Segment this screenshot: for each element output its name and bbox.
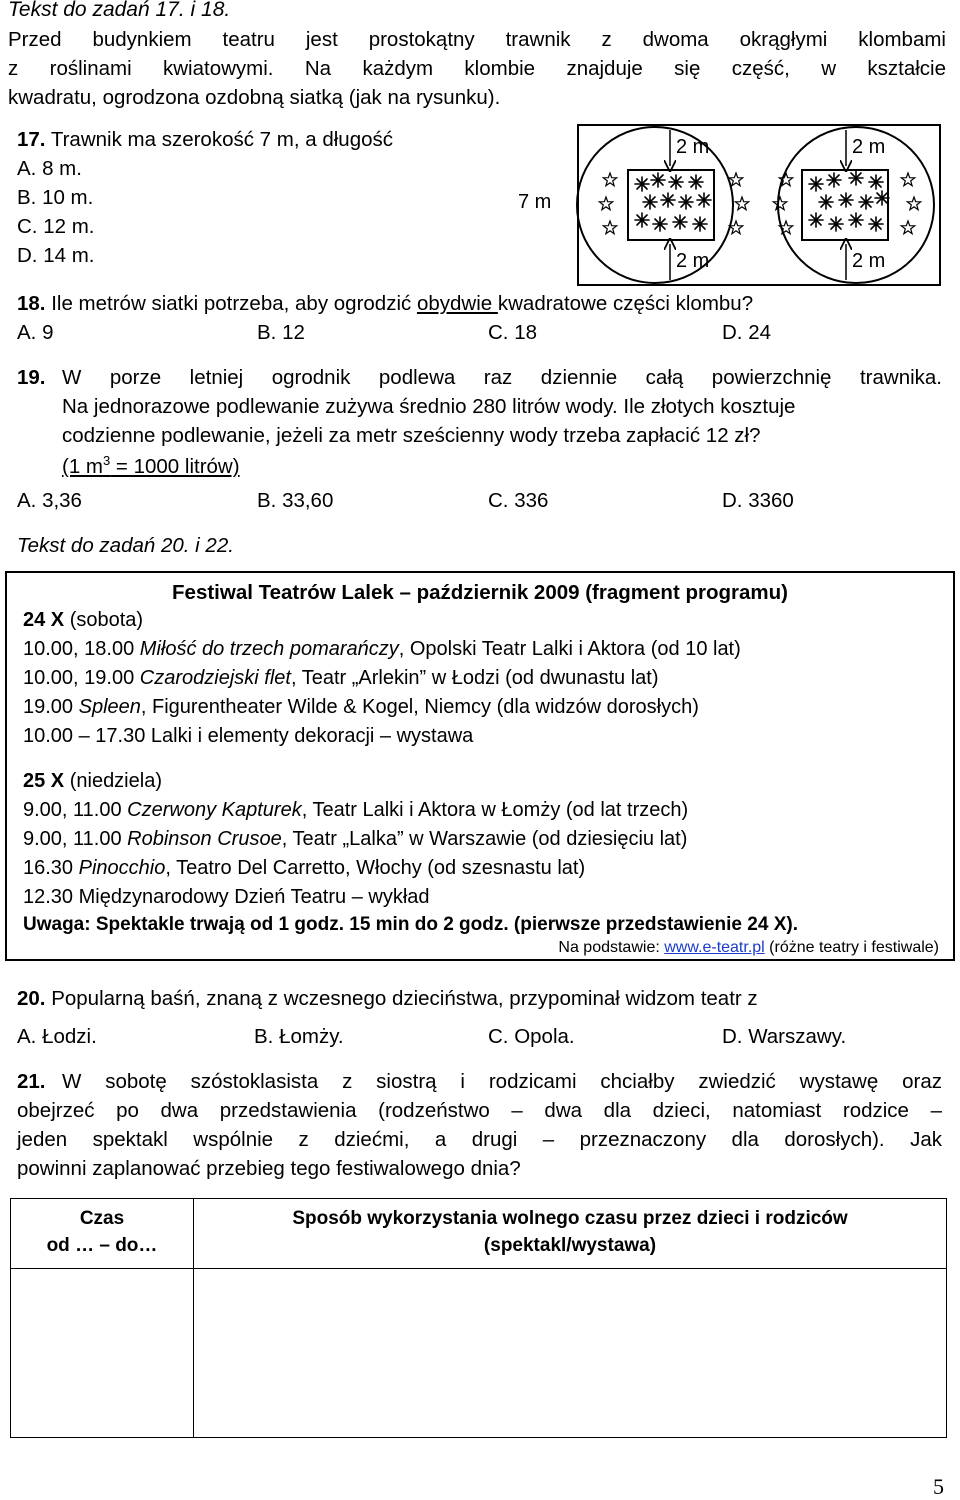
lawn-figure xyxy=(510,120,945,290)
q19-option-b: B. 33,60 xyxy=(257,489,334,512)
item-title: Miłość do trzech pomarańczy xyxy=(139,638,399,660)
question-20-text: Popularną baśń, znaną z wczesnego dzieciństwa, przypominał widzom teatr z xyxy=(51,987,758,1010)
program-item xyxy=(23,799,688,822)
q18-option-d: D. 24 xyxy=(722,321,771,344)
q19-option-d: D. 3360 xyxy=(722,489,794,512)
square-label-top-right: 2 m xyxy=(852,136,886,158)
square-label-bottom-left: 2 m xyxy=(676,250,710,272)
question-18-underlined: obydwie xyxy=(416,292,498,315)
question-18-number: 18. xyxy=(17,292,46,315)
intro-line-2: z roślinami kwiatowymi. Na każdym klombie znajduje się część, w kształcie xyxy=(8,57,946,80)
program-item xyxy=(23,638,741,661)
q20-option-a: A. Łodzi. xyxy=(17,1025,97,1048)
q18-option-c: C. 18 xyxy=(488,321,537,344)
q17-option-d: D. 14 m. xyxy=(17,244,95,267)
question-19-number: 19. xyxy=(17,366,46,389)
item-time: 12.30 xyxy=(23,886,79,908)
q19-option-c: C. 336 xyxy=(488,489,549,512)
square-label-top-left: 2 m xyxy=(676,136,710,158)
q18-option-a: A. 9 xyxy=(17,321,54,344)
item-time: 9.00, 11.00 xyxy=(23,799,128,821)
time-column-header xyxy=(11,1199,194,1269)
note-post: = 1000 litrów) xyxy=(110,454,240,478)
day-2-date: 25 X xyxy=(23,770,65,792)
item-details: , Teatr „Lalka” w Warszawie (od dziesięciu lat) xyxy=(281,828,688,850)
note-pre: (1 m xyxy=(62,454,103,478)
page-number: 5 xyxy=(933,1474,944,1499)
item-title: Robinson Crusoe xyxy=(127,828,282,850)
question-18 xyxy=(17,292,753,316)
item-details: , Teatr Lalki i Aktora w Łomży (od lat trzech) xyxy=(301,799,689,821)
question-21-line-4: powinni zaplanować przebieg tego festiwalowego dnia? xyxy=(17,1157,521,1180)
item-time: 9.00, 11.00 xyxy=(23,828,128,850)
festival-program-box xyxy=(5,571,955,961)
question-20-number: 20. xyxy=(17,987,46,1010)
section-heading-17-18: Tekst do zadań 17. i 18. xyxy=(8,0,231,21)
item-details: , Teatr „Arlekin” w Łodzi (od dwunastu lat) xyxy=(290,667,659,689)
question-21-line-2: obejrzeć po dwa przedstawienia (rodzeństwo – dwa dla dzieci, natomiast rodzice – xyxy=(17,1099,942,1122)
item-details: Lalki i elementy dekoracji – wystawa xyxy=(150,725,474,747)
plan-table xyxy=(10,1198,947,1438)
item-title: Pinocchio xyxy=(78,857,166,879)
q17-option-a: A. 8 m. xyxy=(17,157,82,180)
program-day-1 xyxy=(23,609,143,632)
item-details: , Opolski Teatr Lalki i Aktora (od 10 lat) xyxy=(398,638,741,660)
question-21-number: 21. xyxy=(17,1070,46,1093)
day-2-weekday: (niedziela) xyxy=(64,770,162,792)
question-17-number: 17. xyxy=(17,128,46,151)
q17-option-b: B. 10 m. xyxy=(17,186,94,209)
question-19-line-2: Na jednorazowe podlewanie zużywa średnio 280 litrów wody. Ile złotych kosztuje xyxy=(62,395,796,418)
square-label-bottom-right: 2 m xyxy=(852,250,886,272)
square-left xyxy=(628,170,714,240)
q20-option-b: B. Łomży. xyxy=(254,1025,344,1048)
question-18-text-before: Ile metrów siatki potrzeba, aby ogrodzić xyxy=(51,292,417,315)
source-link[interactable]: www.e-teatr.pl xyxy=(664,939,765,956)
activity-header-line-1: Sposób wykorzystania wolnego czasu przez dzieci i rodziców xyxy=(292,1208,848,1229)
program-item xyxy=(23,696,699,719)
program-item xyxy=(23,667,659,690)
question-19-line-1: W porze letniej ogrodnik podlewa raz dziennie całą powierzchnię trawnika. xyxy=(62,366,942,389)
question-18-text-after: kwadratowe części klombu? xyxy=(497,292,754,315)
activity-header-line-2: (spektakl/wystawa) xyxy=(483,1235,657,1256)
time-header-line-2: od … – do… xyxy=(46,1235,158,1256)
day-1-weekday: (sobota) xyxy=(64,609,144,631)
program-note: Uwaga: Spektakle trwają od 1 godz. 15 min do 2 godz. (pierwsze przedstawienie 24 X). xyxy=(23,914,798,935)
question-20 xyxy=(17,987,758,1011)
item-time: 10.00, 19.00 xyxy=(23,667,140,689)
question-19-note xyxy=(62,453,240,479)
question-17-text: Trawnik ma szerokość 7 m, a długość xyxy=(50,128,393,151)
program-title: Festiwal Teatrów Lalek – październik 2009 (fragment programu) xyxy=(172,581,788,604)
item-time: 10.00, 18.00 xyxy=(23,638,140,660)
source-prefix: Na podstawie: xyxy=(558,939,665,956)
program-item xyxy=(23,857,585,880)
section-heading-20-22: Tekst do zadań 20. i 22. xyxy=(17,534,234,557)
time-answer-cell[interactable] xyxy=(11,1269,194,1438)
q20-option-d: D. Warszawy. xyxy=(722,1025,847,1048)
item-details: , Teatro Del Carretto, Włochy (od szesnastu lat) xyxy=(165,857,586,879)
lawn-width-label: 7 m xyxy=(518,191,552,213)
question-17 xyxy=(17,128,393,152)
question-21-line-3: jeden spektakl wspólnie z dziećmi, a drugi – przeznaczony dla dorosłych). Jak xyxy=(17,1128,942,1151)
item-time: 19.00 xyxy=(23,696,79,718)
program-source xyxy=(558,939,939,957)
question-19-line-3: codzienne podlewanie, jeżeli za metr sześcienny wody trzeba zapłacić 12 zł? xyxy=(62,424,761,447)
item-time: 16.30 xyxy=(23,857,79,879)
item-details: , Figurentheater Wilde & Kogel, Niemcy (dla widzów dorosłych) xyxy=(140,696,699,718)
activity-column-header xyxy=(194,1199,947,1269)
note-sup: 3 xyxy=(103,453,111,468)
activity-answer-cell[interactable] xyxy=(194,1269,947,1438)
item-details: Międzynarodowy Dzień Teatru – wykład xyxy=(78,886,430,908)
intro-line-3: kwadratu, ogrodzona ozdobną siatką (jak na rysunku). xyxy=(8,86,501,109)
lawn-rectangle xyxy=(578,125,940,285)
time-header-line-1: Czas xyxy=(79,1208,125,1229)
item-time: 10.00 – 17.30 xyxy=(23,725,151,747)
item-title: Spleen xyxy=(78,696,141,718)
question-21-line-1: W sobotę szóstoklasista z siostrą i rodzicami chciałby zwiedzić wystawę oraz xyxy=(62,1070,942,1093)
source-suffix: (różne teatry i festiwale) xyxy=(764,939,939,956)
q19-option-a: A. 3,36 xyxy=(17,489,82,512)
program-item xyxy=(23,828,687,851)
q18-option-b: B. 12 xyxy=(257,321,305,344)
program-day-2 xyxy=(23,770,162,793)
item-title: Czarodziejski flet xyxy=(139,667,291,689)
q17-option-c: C. 12 m. xyxy=(17,215,95,238)
q20-option-c: C. Opola. xyxy=(488,1025,575,1048)
intro-line-1: Przed budynkiem teatru jest prostokątny trawnik z dwoma okrągłymi klombami xyxy=(8,28,946,51)
program-item xyxy=(23,886,430,909)
day-1-date: 24 X xyxy=(23,609,65,631)
program-item xyxy=(23,725,473,748)
item-title: Czerwony Kapturek xyxy=(127,799,302,821)
